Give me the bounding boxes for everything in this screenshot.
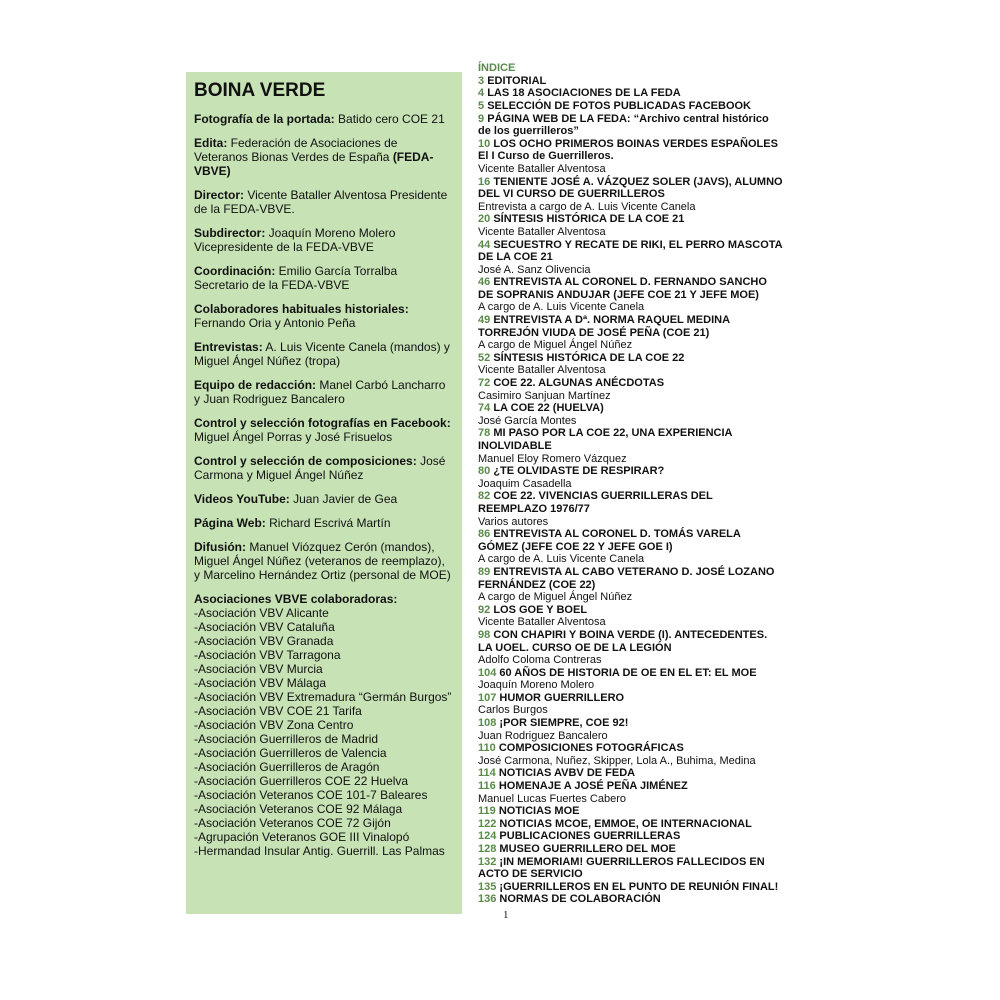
index-entry-title: EDITORIAL [487,74,547,87]
index-entry-title: LOS GOE Y BOEL [493,603,588,616]
association-item: -Asociación VBV Tarragona [194,648,341,662]
index-page-number: 74 [478,402,491,415]
index-entry-author: A cargo de Miguel Ángel Núñez [478,339,633,352]
index-page-number: 78 [478,427,491,440]
index-entry [478,767,783,780]
index-page-number: 98 [478,628,491,641]
index-entry-title: PÁGINA WEB DE LA FEDA: “Archivo central histórico de los guerrilleros” [478,112,769,138]
index-entry-title: ¡GUERRILLEROS EN EL PUNTO DE REUNIÓN FINAL! [499,880,779,893]
index-entry-title: ENTREVISTA A Dª. NORMA RAQUEL MEDINA TORREJÓN VIUDA DE JOSÉ PEÑA (COE 21) [478,314,730,339]
index-entry [478,75,783,88]
index-entry-author: A cargo de Miguel Ángel Núñez [478,591,633,604]
association-item: -Asociación Veteranos COE 72 Gijón [194,816,391,830]
credit-text: Joaquín Moreno Molero Vicepresidente de la FEDA-VBVE [194,226,396,254]
index-entry-title: ¡POR SIEMPRE, COE 92! [499,717,629,730]
index-entry-title: NOTICIAS AVBV DE FEDA [498,767,636,780]
association-item: -Asociación Guerrilleros de Aragón [194,760,380,774]
credit-label: Edita: [194,136,228,150]
association-item: -Asociación Guerrilleros COE 22 Huelva [194,774,409,788]
credit-block [194,302,454,330]
association-item: -Asociación Guerrilleros de Madrid [194,732,379,746]
index-entry-title: ENTREVISTA AL CORONEL D. FERNANDO SANCHO DE SOPRANIS ANDUJAR (JEFE COE 21 Y JEFE MOE) [478,276,767,301]
credit-block [194,492,454,506]
association-item: -Agrupación Veteranos GOE III Vinalopó [194,830,410,844]
index-entry [478,113,783,138]
index-entry-title: PUBLICACIONES GUERRILLERAS [499,830,681,843]
index-entry [478,604,783,617]
index-page-number: 135 [478,880,497,893]
credit-block [194,416,454,444]
index-entry [478,843,783,856]
credit-label: Entrevistas: [194,340,263,354]
index-entry [478,780,783,793]
index-page-number: 110 [478,742,496,755]
index-entry [478,402,783,415]
index-entry [478,667,783,680]
index-entry-author: Varios autores [478,515,549,528]
credit-block [194,188,454,216]
index-entry [478,176,783,201]
index-list [478,75,783,906]
index-entry [478,717,783,730]
index-page-number: 132 [478,855,497,868]
index-entry [478,465,783,478]
credit-label: Director: [194,188,245,202]
associations-list [194,606,454,858]
credit-label: Subdirector: [194,226,266,240]
index-entry-title: NOTICIAS MCOE, EMMOE, OE INTERNACIONAL [499,817,752,830]
index-entry-title: LOS OCHO PRIMEROS BOINAS VERDES ESPAÑOLES El I Curso de Guerrilleros. [478,137,778,163]
associations-heading-block [194,592,454,606]
index-entry-author: Vicente Bataller Alventosa [478,616,606,629]
index-entry-author: José Carmona, Nuñez, Skipper, Lola A., Buhima, Medina [478,754,756,767]
credit-label: Equipo de redacción: [194,378,317,392]
index-entry-title: NORMAS DE COLABORACIÓN [499,893,661,906]
credit-block [194,136,454,178]
index-entry-title: ENTREVISTA AL CABO VETERANO D. JOSÉ LOZANO FERNÁNDEZ (COE 22) [478,565,775,591]
index-entry-author: José García Montes [478,414,577,427]
credit-block [194,378,454,406]
index-page-number: 122 [478,817,497,830]
index-entry-title: SÍNTESIS HISTÓRICA DE LA COE 21 [493,213,685,226]
credits-list [194,112,454,582]
index-page-number: 16 [478,175,491,188]
magazine-title: BOINA VERDE [194,80,326,101]
index-entry [478,805,783,818]
association-item: -Asociación VBV Zona Centro [194,718,354,732]
credit-block [194,112,454,126]
association-item: -Asociación Veteranos COE 101-7 Baleares [194,788,428,802]
credit-text: Vicente Bataller Alventosa Presidente de la FEDA-VBVE. [194,188,448,216]
index-page-number: 116 [478,780,496,793]
credit-label: Difusión: [194,540,246,554]
credit-text: Batido cero COE 21 [334,112,445,126]
index-entry [478,629,783,654]
credit-block [194,540,454,582]
credit-text: A. Luis Vicente Canela (mandos) y Miguel Ángel Núñez (tropa) [194,340,450,368]
credit-text: Miguel Ángel Porras y José Frisuelos [194,430,393,444]
association-item: -Asociación VBV Cataluña [194,620,335,634]
credit-label: Coordinación: [194,264,276,278]
index-entry-title: HUMOR GUERRILLERO [499,691,625,704]
index-entry-title: ENTREVISTA AL CORONEL D. TOMÁS VARELA GÓMEZ (JEFE COE 22 Y JEFE GOE I) [478,528,741,553]
index-page-number: 128 [478,843,497,856]
index-entry-author: Adolfo Coloma Contreras [478,654,602,667]
index-page-number: 92 [478,603,491,616]
index-entry-author: Vicente Bataller Alventosa [478,364,606,377]
index-page-number: 136 [478,893,497,906]
index-entry [478,352,783,365]
credit-text: Juan Javier de Gea [289,492,398,506]
index-section [478,62,783,906]
index-page-number: 52 [478,351,491,364]
credit-block [194,264,454,292]
index-entry-author: Joaquim Casadella [478,477,572,490]
index-entry [478,881,783,894]
index-entry [478,138,783,163]
association-item: -Hermandad Insular Antig. Guerrill. Las Palmas [194,844,445,858]
index-entry [478,314,783,339]
index-entry [478,276,783,301]
credit-text: Fernando Oria y Antonio Peña [194,316,356,330]
index-title: ÍNDICE [478,62,516,74]
association-item: -Asociación VBV COE 21 Tarifa [194,704,362,718]
index-entry-title: SÍNTESIS HISTÓRICA DE LA COE 22 [493,351,685,364]
credit-label: Fotografía de la portada: [194,112,335,126]
index-entry [478,87,783,100]
credit-text: Emilio García Torralba Secretario de la FEDA-VBVE [194,264,398,292]
association-item: -Asociación VBV Alicante [194,606,329,620]
index-entry [478,742,783,755]
index-entry-title: COMPOSICIONES FOTOGRÁFICAS [498,742,684,755]
credit-label: Página Web: [194,516,266,530]
index-page-number: 108 [478,717,497,730]
association-item: -Asociación Guerrilleros de Valencia [194,746,387,760]
index-entry [478,377,783,390]
index-entry-author: Juan Rodriguez Bancalero [478,729,608,742]
associations-heading: Asociaciones VBVE colaboradoras: [194,592,398,606]
index-page-number: 20 [478,213,491,226]
credit-block [194,340,454,368]
index-page-number: 10 [478,137,491,150]
index-entry-author: Casimiro Sanjuan Martínez [478,389,611,402]
credit-text: Federación de Asociaciones de Veteranos Bionas Verdes de España [194,136,398,164]
index-entry [478,856,783,881]
index-entry [478,528,783,553]
index-entry [478,213,783,226]
index-entry-title: MUSEO GUERRILLERO DEL MOE [499,843,676,856]
index-entry-author: Entrevista a cargo de A. Luis Vicente Canela [478,200,696,213]
index-page-number: 46 [478,276,491,289]
credit-text-bold: (FEDA-VBVE) [194,150,434,178]
association-item: -Asociación Veteranos COE 92 Málaga [194,802,403,816]
index-entry-title: SECUESTRO Y RECATE DE RIKI, EL PERRO MASCOTA DE LA COE 21 [478,238,783,264]
index-entry-title: NOTICIAS MOE [498,805,580,818]
page-number: 1 [503,909,509,921]
index-page-number: 9 [478,112,485,125]
index-entry-title: TENIENTE JOSÉ A. VÁZQUEZ SOLER (JAVS), ALUMNO DEL VI CURSO DE GUERRILLEROS [478,175,783,201]
index-entry [478,566,783,591]
credits-panel [186,72,462,914]
credit-label: Colaboradores habituales historiales: [194,302,409,316]
index-page-number: 82 [478,490,491,503]
index-entry [478,830,783,843]
index-page-number: 5 [478,99,485,112]
index-entry-author: Vicente Bataller Alventosa [478,225,606,238]
index-page-number: 4 [478,87,485,100]
index-entry [478,239,783,264]
index-page-number: 114 [478,767,496,780]
index-entry-title: LA COE 22 (HUELVA) [493,402,604,415]
index-page-number: 124 [478,830,497,843]
index-entry-title: HOMENAJE A JOSÉ PEÑA JIMÉNEZ [498,780,688,793]
index-entry-title: LAS 18 ASOCIACIONES DE LA FEDA [487,87,681,100]
index-page-number: 104 [478,666,497,679]
index-page-number: 119 [478,805,496,818]
index-entry-title: SELECCIÓN DE FOTOS PUBLICADAS FACEBOOK [487,99,752,112]
index-entry-author: Manuel Lucas Fuertes Cabero [478,792,626,805]
index-page-number: 80 [478,465,491,478]
index-page-number: 86 [478,528,491,541]
index-entry-title: CON CHAPIRI Y BOINA VERDE (I). ANTECEDENTES. LA UOEL. CURSO OE DE LA LEGIÓN [478,628,768,654]
credit-label: Control y selección de composiciones: [194,454,417,468]
index-entry-author: José A. Sanz Olivencia [478,263,591,276]
index-entry [478,427,783,452]
index-page-number: 107 [478,691,497,704]
index-entry-author: Manuel Eloy Romero Vázquez [478,452,627,465]
association-item: -Asociación VBV Murcia [194,662,323,676]
credit-block [194,454,454,482]
index-entry [478,100,783,113]
index-entry [478,893,783,906]
association-item: -Asociación VBV Extremadura “Germán Burgos” [194,690,452,704]
index-page-number: 44 [478,238,491,251]
index-entry-author: Carlos Burgos [478,704,548,717]
index-entry [478,692,783,705]
index-page-number: 89 [478,565,491,578]
credit-text: Manel Carbó Lancharro y Juan Rodriguez Bancalero [194,378,446,406]
index-entry-title: COE 22. VIVENCIAS GUERRILLERAS DEL REEMPLAZO 1976/77 [478,490,713,515]
index-entry-title: ¡IN MEMORIAM! GUERRILLEROS FALLECIDOS EN ACTO DE SERVICIO [478,855,765,881]
index-entry-title: COE 22. ALGUNAS ANÉCDOTAS [493,377,665,390]
index-page-number: 3 [478,74,485,87]
index-page-number: 49 [478,314,491,327]
index-entry-author: Vicente Bataller Alventosa [478,162,606,175]
index-entry [478,818,783,831]
index-entry-author: Joaquín Moreno Molero [478,679,595,692]
index-entry-author: A cargo de A. Luis Vicente Canela [478,301,645,314]
credit-label: Videos YouTube: [194,492,290,506]
credit-label: Control y selección fotografías en Facebook: [194,416,451,430]
association-item: -Asociación VBV Granada [194,634,334,648]
credit-text: Manuel Viózquez Cerón (mandos), Miguel Ángel Núñez (veteranos de reemplazo), y Marcelino Hernández Ortiz (personal de MOE) [194,540,451,582]
credit-block [194,226,454,254]
index-entry-author: A cargo de A. Luis Vicente Canela [478,553,645,566]
credit-text: Richard Escrivá Martín [265,516,391,530]
index-page-number: 72 [478,377,491,390]
index-entry-title: ¿TE OLVIDASTE DE RESPIRAR? [493,465,665,478]
association-item: -Asociación VBV Málaga [194,676,327,690]
index-entry [478,490,783,515]
index-entry-title: 60 AÑOS DE HISTORIA DE OE EN EL ET: EL MOE [499,666,757,679]
credit-block [194,516,454,530]
index-entry-title: MI PASO POR LA COE 22, UNA EXPERIENCIA INOLVIDABLE [478,427,733,453]
credit-text: José Carmona y Miguel Ángel Núñez [194,454,446,482]
